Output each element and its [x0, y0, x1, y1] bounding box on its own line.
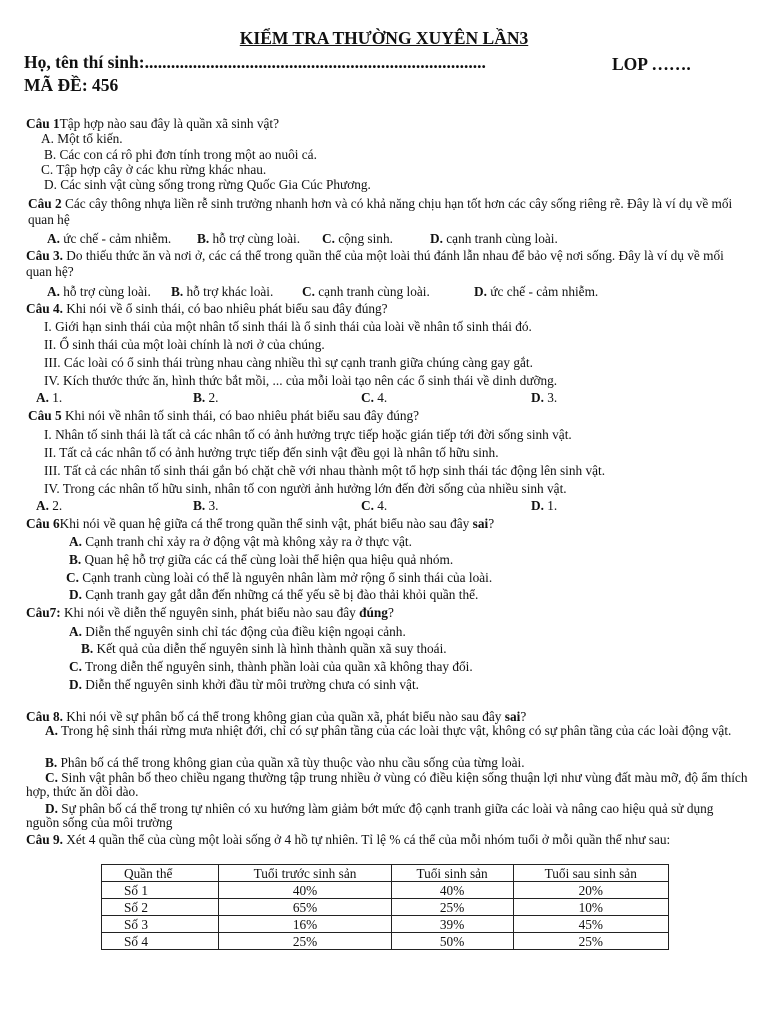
question-4	[26, 301, 746, 317]
question-text: Các cây thông nhựa liền rễ sinh trưởng nhanh hơn và có khả năng chịu hạn tốt hơn các cây sống riêng rẽ. Đây là ví dụ về mối quan hệ	[28, 196, 733, 227]
q4-statement-1: I. Giới hạn sinh thái của một nhân tố sinh thái là ổ sinh thái của loài về nhân tố sinh thái đó.	[44, 319, 532, 334]
q4-option-b: B. 2.	[193, 390, 219, 405]
q8-option-d: D. Sự phân bố cá thể trong tự nhiên có xu hướng làm giảm bớt mức độ cạnh tranh giữa các loài và nâng cao hiệu quả sử dụng nguồn sống của môi trường	[26, 801, 714, 830]
table-header-cell: Quần thể	[102, 865, 219, 882]
question-text: Tập hợp nào sau đây là quần xã sinh vật?	[59, 116, 279, 131]
table-cell: 40%	[219, 882, 391, 899]
q5-option-a: A. 2.	[36, 498, 63, 513]
q5-statement-1: I. Nhân tố sinh thái là tất cả các nhân tố có ảnh hưởng trực tiếp hoặc gián tiếp tới đời sống sinh vật.	[44, 427, 572, 442]
table-cell: Số 2	[102, 899, 219, 916]
q1-option-a: A. Một tổ kiến.	[41, 131, 123, 146]
table-row	[102, 933, 669, 950]
q4-option-c: C. 4.	[361, 390, 388, 405]
q5-statement-4: IV. Trong các nhân tố hữu sinh, nhân tố con người ảnh hưởng lớn đến đời sống của nhiều sinh vật.	[44, 481, 567, 496]
q6-option-d: D. Cạnh tranh gay gắt dẫn đến những cá thể yếu sẽ bị đào thải khỏi quần thể.	[69, 587, 479, 602]
question-emphasis: đúng	[359, 605, 388, 620]
table-cell: Số 4	[102, 933, 219, 950]
table-cell: 40%	[391, 882, 513, 899]
table-header-row	[102, 865, 669, 882]
q7-option-d: D. Diễn thế nguyên sinh khởi đầu từ môi trường chưa có sinh vật.	[69, 677, 419, 692]
question-8: Câu 8. Khi nói về sự phân bố cá thể trong không gian của quần xã, phát biểu nào sau đây sai?	[26, 709, 527, 724]
q6-option-c: C. Cạnh tranh cùng loài có thể là nguyên nhân làm mở rộng ổ sinh thái của loài.	[66, 570, 493, 585]
q3-option-d: D. ức chế - cảm nhiễm.	[474, 284, 599, 299]
table-header-cell: Tuổi sinh sản	[391, 865, 513, 882]
class-line: LOP …….	[612, 54, 691, 74]
question-text: Khi nói về quan hệ giữa cá thể trong quần thể sinh vật, phát biểu nào sau đây	[59, 516, 473, 531]
question-text: Xét 4 quần thể của cùng một loài sống ở 4 hồ tự nhiên. Tỉ lệ % cá thể của mỗi nhóm tuổi ở mỗi quần thể như sau:	[62, 832, 671, 847]
q4-option-a: A. 1.	[36, 390, 63, 405]
q3-option-c: C. cạnh tranh cùng loài.	[302, 284, 430, 299]
question-number: Câu 3.	[26, 248, 63, 263]
question-3	[26, 248, 740, 279]
q2-option-c: C. cộng sinh.	[322, 231, 393, 246]
question-text: Do thiếu thức ăn và nơi ở, các cá thể trong quần thể của một loài thú đánh lẫn nhau để bảo vệ nơi sống. Đây là ví dụ về mối quan hệ?	[26, 248, 724, 279]
question-number: Câu 8.	[26, 709, 63, 724]
table-cell: 25%	[513, 933, 669, 950]
q2-option-d: D. cạnh tranh cùng loài.	[430, 231, 558, 246]
q3-option-b: B. hỗ trợ khác loài.	[171, 284, 274, 299]
table-cell: 10%	[513, 899, 669, 916]
q5-option-b: B. 3.	[193, 498, 219, 513]
question-2	[28, 196, 738, 227]
q2-option-a: A. ức chế - cảm nhiễm.	[47, 231, 172, 246]
table-cell: 16%	[219, 916, 391, 933]
question-6: Câu 6Khi nói về quan hệ giữa cá thể trong quần thể sinh vật, phát biểu nào sau đây sai?	[26, 516, 495, 531]
table-cell: Số 3	[102, 916, 219, 933]
exam-code: MÃ ĐỀ: 456	[24, 75, 119, 95]
question-number: Câu 1	[26, 116, 60, 131]
question-number: Câu7:	[26, 605, 61, 620]
table-cell: 25%	[219, 933, 391, 950]
q8-option-b: B. Phân bố cá thể trong không gian của quần xã tùy thuộc vào nhu cầu sống của từng loài.	[45, 755, 525, 770]
table-row	[102, 882, 669, 899]
exam-title: KIỂM TRA THƯỜNG XUYÊN LẦN3	[239, 28, 529, 48]
q4-option-d: D. 3.	[531, 390, 558, 405]
age-structure-table	[101, 864, 669, 950]
question-emphasis: sai	[504, 709, 521, 724]
q8-option-c: C. Sinh vật phân bố theo chiều ngang thường tập trung nhiều ở vùng có điều kiện sống thuận lợi như vùng đất màu mỡ, độ ẩm thích hợp, thức ăn dồi dào.	[26, 770, 748, 799]
question-text: Khi nói về nhân tố sinh thái, có bao nhiêu phát biểu sau đây đúng?	[61, 408, 420, 423]
q1-option-c: C. Tập hợp cây ở các khu rừng khác nhau.	[41, 162, 267, 177]
question-text: Khi nói về diễn thế nguyên sinh, phát biểu nào sau đây	[60, 605, 360, 620]
question-number: Câu 6	[26, 516, 60, 531]
q7-option-c: C. Trong diễn thế nguyên sinh, thành phần loài của quần xã không thay đổi.	[69, 659, 473, 674]
q1-option-d: D. Các sinh vật cùng sống trong rừng Quốc Gia Cúc Phương.	[44, 177, 371, 192]
question-number: Câu 9.	[26, 832, 63, 847]
q1-option-b: B. Các con cá rô phi đơn tính trong một ao nuôi cá.	[44, 147, 317, 162]
question-number: Câu 5	[28, 408, 62, 423]
q6-option-b: B. Quan hệ hỗ trợ giữa các cá thể cùng loài thể hiện qua hiệu quả nhóm.	[69, 552, 454, 567]
table-row	[102, 899, 669, 916]
table-header-cell: Tuổi trước sinh sản	[219, 865, 391, 882]
question-1	[26, 116, 746, 132]
q4-statement-2: II. Ổ sinh thái của một loài chính là nơi ở của chúng.	[44, 337, 325, 352]
question-emphasis: sai	[472, 516, 489, 531]
table-cell: Số 1	[102, 882, 219, 899]
table-cell: 50%	[391, 933, 513, 950]
q8-option-a: A. Trong hệ sinh thái rừng mưa nhiệt đới, chỉ có sự phân tầng của các loài thực vật, không có sự phân tầng của các loài động vật.	[45, 723, 732, 738]
student-name-line: Họ, tên thí sinh:..............................................................................	[24, 52, 486, 72]
q4-statement-4: IV. Kích thước thức ăn, hình thức bắt mồi, ... của mỗi loài tạo nên các ổ sinh thái về dinh dưỡng.	[44, 373, 558, 388]
q5-option-c: C. 4.	[361, 498, 388, 513]
table-cell: 25%	[391, 899, 513, 916]
q7-option-b: B. Kết quả của diễn thế nguyên sinh là hình thành quần xã suy thoái.	[81, 641, 447, 656]
question-5	[28, 408, 748, 424]
q5-statement-3: III. Tất cả các nhân tố sinh thái gắn bó chặt chẽ với nhau thành một tổ hợp sinh thái tác động lên sinh vật.	[44, 463, 606, 478]
question-text: Khi nói về ổ sinh thái, có bao nhiêu phát biểu sau đây đúng?	[62, 301, 388, 316]
q7-option-a: A. Diễn thế nguyên sinh chỉ tác động của điều kiện ngoại cảnh.	[69, 624, 406, 639]
table-cell: 45%	[513, 916, 669, 933]
table-row	[102, 916, 669, 933]
q5-statement-2: II. Tất cả các nhân tố có ảnh hưởng trực tiếp đến sinh vật đều gọi là nhân tố hữu sinh.	[44, 445, 499, 460]
question-text: Khi nói về sự phân bố cá thể trong không gian của quần xã, phát biểu nào sau đây	[62, 709, 505, 724]
table-cell: 65%	[219, 899, 391, 916]
q2-option-b: B. hỗ trợ cùng loài.	[197, 231, 301, 246]
q6-option-a: A. Cạnh tranh chỉ xảy ra ở động vật mà không xảy ra ở thực vật.	[69, 534, 412, 549]
table-header-cell: Tuổi sau sinh sản	[513, 865, 669, 882]
question-number: Câu 2	[28, 196, 62, 211]
q5-option-d: D. 1.	[531, 498, 558, 513]
question-7: Câu7: Khi nói về diễn thế nguyên sinh, phát biểu nào sau đây đúng?	[26, 605, 394, 620]
question-number: Câu 4.	[26, 301, 63, 316]
question-9	[26, 833, 750, 847]
q3-option-a: A. hỗ trợ cùng loài.	[47, 284, 151, 299]
table-cell: 39%	[391, 916, 513, 933]
q4-statement-3: III. Các loài có ổ sinh thái trùng nhau càng nhiều thì sự cạnh tranh giữa chúng càng gay gắt.	[44, 355, 533, 370]
table-cell: 20%	[513, 882, 669, 899]
